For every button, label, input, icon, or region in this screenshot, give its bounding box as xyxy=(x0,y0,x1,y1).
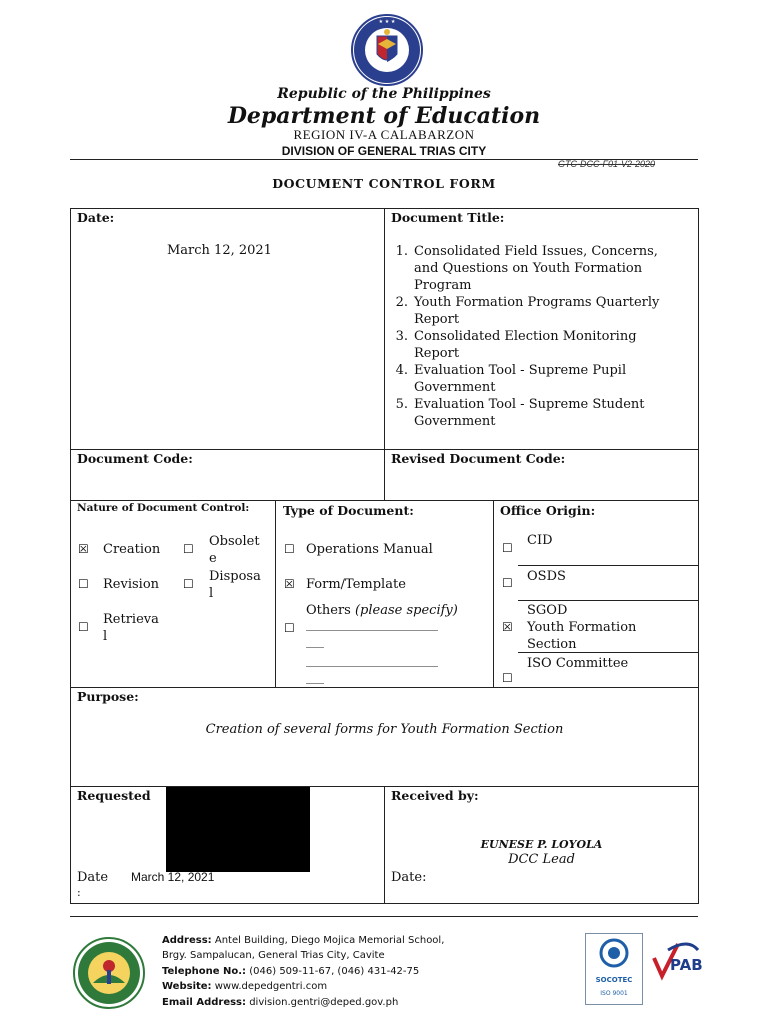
list-item: 5. Evaluation Tool - Supreme Student Government xyxy=(395,397,645,429)
pab-brand: PAB xyxy=(670,956,703,974)
region-heading: REGION IV-A CALABARZON xyxy=(293,127,475,142)
form-template-label: Form/Template xyxy=(306,577,406,592)
sgod-label: SGOD xyxy=(527,603,568,618)
purpose-value: Creation of several forms for Youth Formation Section xyxy=(205,722,564,737)
form-template-checkbox[interactable]: ☒ xyxy=(284,577,295,591)
others-hint: (please specify) xyxy=(354,603,458,618)
date-label: Date: xyxy=(77,210,115,225)
grid-line xyxy=(518,565,698,566)
list-item: 1. Consolidated Field Issues, Concerns, and Questions on Youth Formation Program xyxy=(395,244,658,293)
requested-by-label: Requested xyxy=(77,788,151,803)
website-line: Website: www.depedgentri.com xyxy=(162,981,328,993)
address-line-2: Brgy. Sampalucan, General Trias City, Cavite xyxy=(162,950,385,962)
youth-formation-checkbox[interactable]: ☒ xyxy=(502,620,513,634)
disposal-label-part1: Disposa xyxy=(209,569,261,584)
others-label: Others (please specify) xyxy=(306,603,458,618)
date-value: March 12, 2021 xyxy=(167,243,272,258)
requested-date-colon: : xyxy=(77,886,81,899)
revision-checkbox[interactable]: ☐ xyxy=(78,577,89,591)
creation-checkbox[interactable]: ☒ xyxy=(78,542,89,556)
obsolete-checkbox[interactable]: ☐ xyxy=(183,542,194,556)
address-line: Address: Antel Building, Diego Mojica Memorial School, xyxy=(162,935,445,946)
osds-label: OSDS xyxy=(527,569,566,584)
youth-formation-label: Youth Formation xyxy=(527,620,637,635)
receiver-role: DCC Lead xyxy=(508,852,575,867)
footer-address-block xyxy=(162,933,444,1010)
operations-manual-checkbox[interactable]: ☐ xyxy=(284,542,295,556)
socotec-certification-badge xyxy=(585,933,643,1005)
document-title-list xyxy=(390,243,695,430)
redacted-signature xyxy=(166,787,310,872)
grid-line xyxy=(493,500,494,687)
iso-committee-checkbox[interactable]: ☐ xyxy=(502,671,513,685)
document-code-label: Document Code: xyxy=(77,451,193,466)
document-title-label: Document Title: xyxy=(391,210,505,225)
svg-text:★ ★ ★: ★ ★ ★ xyxy=(378,19,396,25)
grid-line xyxy=(70,500,699,501)
others-blank-line-2b: ___ xyxy=(306,670,324,684)
department-heading: Department of Education xyxy=(227,103,541,129)
obsolete-label-part2: e xyxy=(209,551,217,566)
division-heading: DIVISION OF GENERAL TRIAS CITY xyxy=(281,144,487,158)
others-blank-line-1b: ___ xyxy=(306,634,324,648)
cid-checkbox[interactable]: ☐ xyxy=(502,541,513,555)
list-item: 2. Youth Formation Programs Quarterly Report xyxy=(395,295,660,327)
division-logo-icon xyxy=(73,937,145,1009)
creation-label: Creation xyxy=(103,542,161,557)
iso-committee-label: ISO Committee xyxy=(527,656,629,671)
received-date-label: Date: xyxy=(391,870,427,885)
grid-line xyxy=(275,500,276,687)
purpose-label: Purpose: xyxy=(77,689,139,704)
telephone-line: Telephone No.: (046) 509-11-67, (046) 431-42-75 xyxy=(162,965,420,977)
others-checkbox[interactable]: ☐ xyxy=(284,621,295,635)
operations-manual-label: Operations Manual xyxy=(306,542,433,557)
grid-line xyxy=(70,687,699,688)
disposal-checkbox[interactable]: ☐ xyxy=(183,577,194,591)
retrieval-label-part1: Retrieva xyxy=(103,612,159,627)
socotec-brand: SOCOTEC xyxy=(595,976,633,984)
email-line: Email Address: division.gentri@deped.gov.ph xyxy=(162,996,399,1008)
form-code: GTC-DCC-F01-V2-2020 xyxy=(558,159,656,169)
office-origin-label: Office Origin: xyxy=(500,503,596,518)
receiver-name: EUNESE P. LOYOLA xyxy=(480,838,603,851)
disposal-label-part2: l xyxy=(209,586,214,601)
list-item: 3. Consolidated Election Monitoring Report xyxy=(395,329,637,361)
revision-label: Revision xyxy=(103,577,160,592)
republic-heading: Republic of the Philippines xyxy=(277,86,491,102)
requested-date-label: Date xyxy=(77,870,109,885)
nature-of-control-label: Nature of Document Control: xyxy=(77,502,250,514)
deped-seal-icon xyxy=(351,14,423,86)
revised-document-code-label: Revised Document Code: xyxy=(391,451,566,466)
socotec-logo-icon xyxy=(586,934,642,972)
osds-checkbox[interactable]: ☐ xyxy=(502,576,513,590)
website-link[interactable]: www.depedgentri.com xyxy=(214,981,328,993)
obsolete-label-part1: Obsolet xyxy=(209,534,260,549)
form-title: DOCUMENT CONTROL FORM xyxy=(272,176,496,191)
others-blank-line-2[interactable]: ______________________ xyxy=(306,653,438,667)
cid-label: CID xyxy=(527,533,553,548)
type-of-document-label: Type of Document: xyxy=(283,503,414,518)
grid-line xyxy=(70,449,699,450)
youth-formation-section-label: Section xyxy=(527,637,577,652)
grid-line xyxy=(384,208,385,500)
retrieval-label-part2: l xyxy=(103,629,108,644)
iso-9001-text: ISO 9001 xyxy=(600,990,628,997)
footer-divider xyxy=(70,916,698,917)
pab-accreditation-badge xyxy=(648,936,703,1004)
email-link[interactable]: division.gentri@deped.gov.ph xyxy=(249,996,399,1008)
requested-date-value: March 12, 2021 xyxy=(131,870,215,884)
list-item: 4. Evaluation Tool - Supreme Pupil Government xyxy=(395,363,627,395)
grid-line xyxy=(518,600,698,601)
others-blank-line-1[interactable]: ______________________ xyxy=(306,617,438,631)
retrieval-checkbox[interactable]: ☐ xyxy=(78,620,89,634)
received-by-label: Received by: xyxy=(391,788,479,803)
